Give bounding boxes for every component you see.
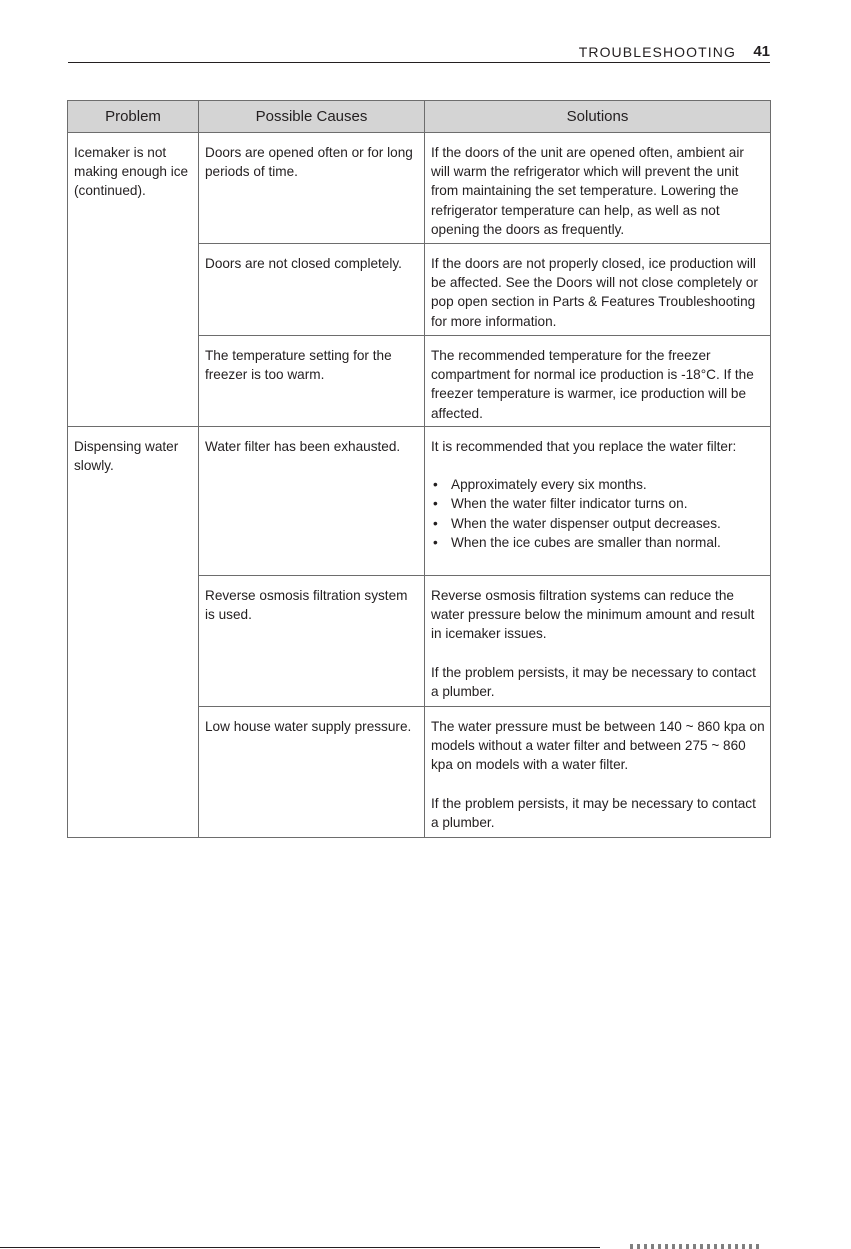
column-header-problem: Problem [68, 101, 199, 133]
solution-paragraph: If the problem persists, it may be necessary to contact a plumber. [431, 795, 756, 830]
solution-cell: The recommended temperature for the freezer compartment for normal ice production is -18°C. If the freezer temperature is warmer, ice production will be affected. [425, 336, 771, 427]
cause-cell: Reverse osmosis filtration system is used. [199, 576, 425, 707]
bullet-list [431, 475, 766, 552]
bullet-icon: • [433, 496, 438, 512]
cause-cell: The temperature setting for the freezer is too warm. [199, 336, 425, 427]
problem-cell: Icemaker is not making enough ice (continued). [68, 133, 199, 427]
solution-cell [425, 707, 771, 838]
section-title: TROUBLESHOOTING [578, 44, 736, 60]
solution-cell: If the doors are not properly closed, ice production will be affected. See the Doors will not close completely or pop open section in Parts & Features Troubleshooting for more information. [425, 244, 771, 336]
table-row [68, 133, 771, 244]
list-item-text: When the water dispenser output decreases. [451, 515, 721, 531]
table-row [68, 427, 771, 576]
list-item [431, 533, 766, 552]
bullet-icon: • [433, 534, 438, 550]
problem-cell: Dispensing water slowly. [68, 427, 199, 838]
bullet-icon: • [433, 515, 438, 531]
column-header-solutions: Solutions [425, 101, 771, 133]
cause-cell: Low house water supply pressure. [199, 707, 425, 838]
solution-cell [425, 576, 771, 707]
column-header-causes: Possible Causes [199, 101, 425, 133]
solution-cell [425, 427, 771, 576]
solution-paragraph: It is recommended that you replace the water filter: [431, 439, 737, 454]
troubleshooting-table [67, 100, 771, 838]
page-number: 41 [753, 43, 770, 60]
list-item [431, 514, 766, 533]
solution-paragraph: If the problem persists, it may be necessary to contact a plumber. [431, 664, 756, 699]
list-item-text: When the ice cubes are smaller than normal. [451, 534, 721, 550]
footer-print-marks [630, 1244, 760, 1249]
bullet-icon: • [433, 477, 438, 493]
list-item [431, 494, 766, 513]
solution-paragraph: Reverse osmosis filtration systems can reduce the water pressure below the minimum amount and result in icemaker issues. [431, 588, 755, 642]
solution-cell: If the doors of the unit are opened often, ambient air will warm the refrigerator which will prevent the unit from maintaining the set temperature. Lowering the refrigerator temperature can help, as well as not opening the doors as frequently. [425, 133, 771, 244]
cause-cell: Doors are opened often or for long periods of time. [199, 133, 425, 244]
table-header-row [68, 101, 771, 133]
list-item-text: Approximately every six months. [451, 477, 647, 493]
list-item-text: When the water filter indicator turns on. [451, 496, 688, 512]
cause-cell: Water filter has been exhausted. [199, 427, 425, 576]
footer-rule [0, 1247, 600, 1248]
cause-cell: Doors are not closed completely. [199, 244, 425, 336]
page-header [68, 40, 770, 63]
list-item [431, 475, 766, 494]
solution-paragraph: The water pressure must be between 140 ~ 860 kpa on models without a water filter and between 275 ~ 860 kpa on models with a water filter. [431, 719, 765, 773]
